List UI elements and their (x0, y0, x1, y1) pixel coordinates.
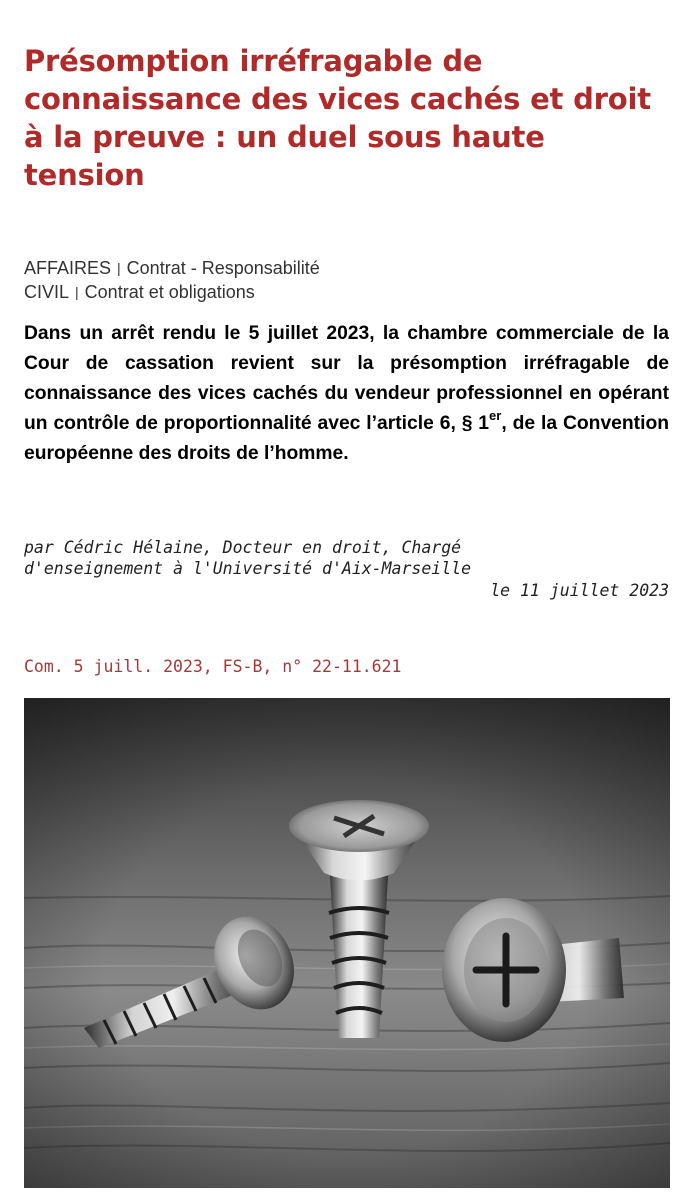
byline-line-1: par Cédric Hélaine, Docteur en droit, Chargé (24, 538, 462, 557)
lead-superscript: er (489, 407, 502, 423)
article-lead (24, 319, 669, 469)
publication-date: le 11 juillet 2023 (490, 581, 669, 600)
article-title: Présomption irréfragable de connaissance des vices cachés et droit à la preuve : un duel sous haute tension (24, 44, 651, 192)
screws-photo (24, 698, 670, 1188)
taxonomy-subcategory-link[interactable]: Contrat - Responsabilité (126, 258, 320, 278)
byline-line-2: d'enseignement à l'Université d'Aix-Marseille (24, 559, 472, 578)
lead-text-end: , de la Convention européenne des droits de l’homme. (24, 413, 670, 464)
taxonomy (24, 256, 674, 304)
taxonomy-separator: | (117, 260, 121, 276)
article-image (24, 698, 670, 1188)
taxonomy-category-link[interactable]: CIVIL (24, 282, 70, 302)
lead-text: Dans un arrêt rendu le 5 juillet 2023, la chambre commerciale de la Cour de cassation revient sur la présomption irréfragable de connaissance des vices cachés du vendeur professionnel en opérant un contrôle de proportionnalité avec l’article 6, § 1 (24, 323, 669, 434)
author-byline (24, 537, 669, 579)
taxonomy-line-civil (24, 280, 674, 304)
taxonomy-separator: | (75, 284, 79, 300)
taxonomy-category-link[interactable]: AFFAIRES (24, 258, 112, 278)
decision-reference-link[interactable]: Com. 5 juill. 2023, FS-B, n° 22-11.621 (24, 657, 402, 676)
taxonomy-subcategory-link[interactable]: Contrat et obligations (84, 282, 255, 302)
taxonomy-line-affaires (24, 256, 674, 280)
